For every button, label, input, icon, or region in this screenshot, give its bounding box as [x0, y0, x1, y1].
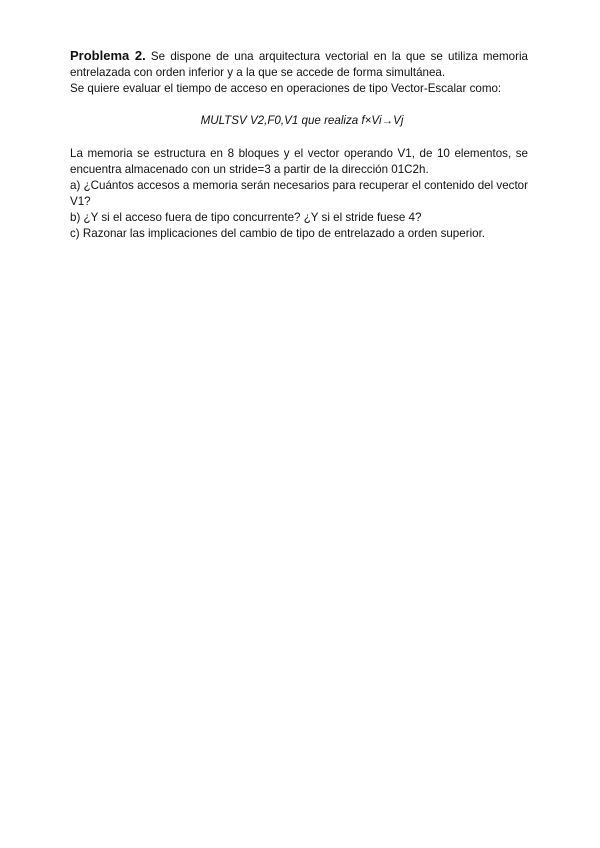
problem-intro-text: Se dispone de una arquitectura vectorial en la que se utiliza memoria entrelazada con orden inferior y a la que se accede de forma simultánea. — [70, 50, 528, 79]
problem-intro — [70, 48, 528, 81]
operation-formula: MULTSV V2,F0,V1 que realiza f×Vi→Vj — [200, 114, 404, 127]
problem-intro-second: Se quiere evaluar el tiempo de acceso en operaciones de tipo Vector-Escalar como: — [70, 82, 502, 95]
question-c: c) Razonar las implicaciones del cambio de tipo de entrelazado a orden superior. — [70, 227, 486, 240]
memory-description: La memoria se estructura en 8 bloques y el vector operando V1, de 10 elementos, se encuentra almacenado con un stride=3 a partir de la dirección 01C2h. — [70, 147, 528, 176]
question-b: b) ¿Y si el acceso fuera de tipo concurrente? ¿Y si el stride fuese 4? — [70, 211, 422, 224]
problem-block — [70, 48, 528, 242]
problem-heading: Problema 2. — [70, 48, 146, 63]
question-a: a) ¿Cuántos accesos a memoria serán necesarios para recuperar el contenido del vector V1? — [70, 179, 528, 208]
